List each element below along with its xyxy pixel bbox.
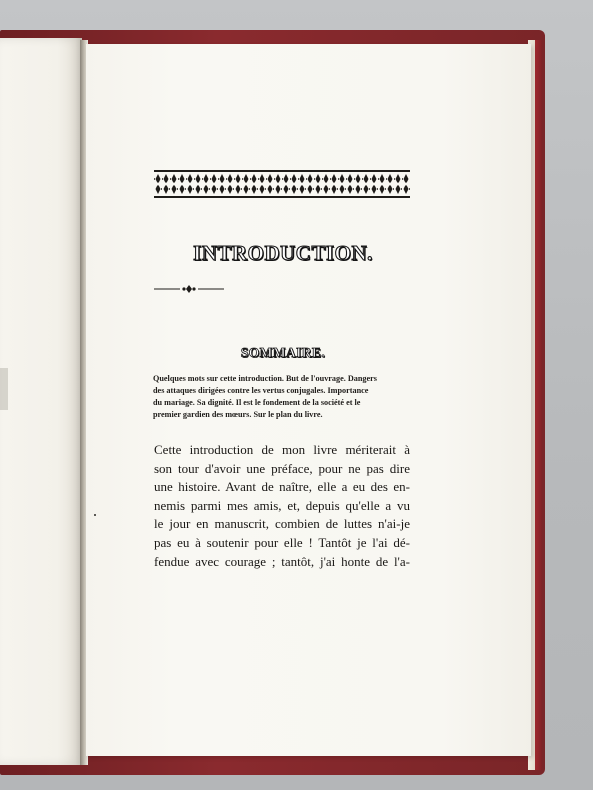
ornament-band-icon xyxy=(154,170,410,198)
summary-line: Quelques mots sur cette introduction. But de l'ouvrage. Dangers xyxy=(153,374,377,383)
show-through-mark xyxy=(0,368,8,410)
summary-line: premier gardien des mœurs. Sur le plan du livre. xyxy=(153,410,323,419)
body-line: Cette introduction de mon livre mériterait à xyxy=(154,442,410,457)
section-heading: SOMMAIRE. xyxy=(240,345,326,360)
body-line: fendue avec courage ; tantôt, j'ai honte de l'a- xyxy=(154,553,410,569)
page-content xyxy=(154,170,412,571)
summary-line: du mariage. Sa dignité. Il est le fondement de la société et le xyxy=(153,398,361,407)
summary-line: des attaques dirigées contre les vertus conjugales. Importance xyxy=(153,386,369,395)
body-line: nemis parmi mes amis, et, depuis qu'elle a vu xyxy=(154,497,410,513)
body-line: le jour en manuscrit, combien de luttes n'ai-je xyxy=(154,516,410,532)
left-page xyxy=(0,38,82,765)
body-paragraph xyxy=(154,441,410,571)
fleuron-icon xyxy=(154,284,224,294)
body-line: pas eu à soutenir pour elle ! Tantôt je l'ai dé- xyxy=(154,534,410,550)
body-line: son tour d'avoir une préface, pour ne pas dire xyxy=(154,460,410,476)
ink-dot xyxy=(94,514,96,516)
summary-paragraph xyxy=(153,373,413,421)
body-line: une histoire. Avant de naître, elle a eu des en- xyxy=(154,479,410,495)
chapter-title: INTRODUCTION. xyxy=(193,241,373,265)
